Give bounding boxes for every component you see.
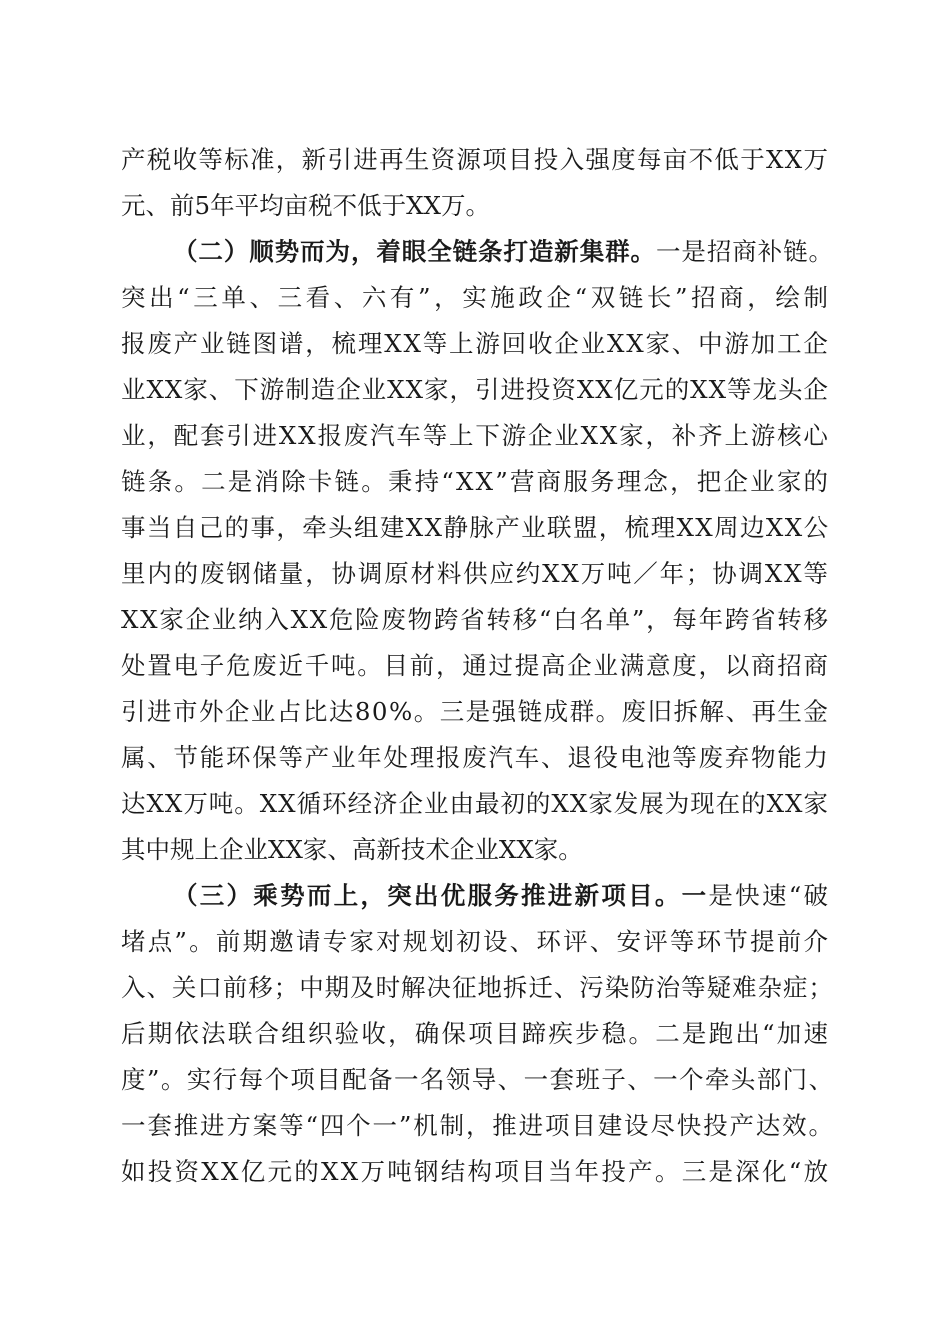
text-line [0,922,950,962]
line-text: XX家企业纳入XX危险废物跨省转移“白名单”，每年跨省转移 [121,605,830,634]
text-line [0,186,950,226]
text-line [0,554,950,594]
text-line [0,646,950,686]
line-text [173,232,834,272]
line-text: 处置电子危废近千吨。目前，通过提高企业满意度，以商招商 [121,651,830,680]
line-text: 产税收等标准，新引进再生资源项目投入强度每亩不低于XX万 [121,145,830,174]
line-text: 属、节能环保等产业年处理报废汽车、退役电池等废弃物能力 [121,743,830,772]
line-text: 如投资XX亿元的XX万吨钢结构项目当年投产。三是深化“放 [121,1157,831,1186]
line-text: 入、关口前移；中期及时解决征地拆迁、污染防治等疑难杂症； [121,973,834,1002]
text-line [0,968,950,1008]
line-text: 链条。二是消除卡链。秉持“XX”营商服务理念，把企业家的 [121,467,831,496]
line-text: 业XX家、下游制造企业XX家，引进投资XX亿元的XX等龙头企 [121,375,829,404]
text-line [0,692,950,732]
line-text: 突出“三单、三看、六有”，实施政企“双链长”招商，绘制 [121,283,832,312]
text-line [0,462,950,502]
text-line [0,416,950,456]
text-line [0,232,950,272]
line-text: 达XX万吨。XX循环经济企业由最初的XX家发展为现在的XX家 [121,789,829,818]
text-line [0,1106,950,1146]
line-text: 业，配套引进XX报废汽车等上下游企业XX家，补齐上游核心 [121,421,830,450]
line-text: 度”。实行每个项目配备一名领导、一套班子、一个牵头部门、 [121,1065,835,1094]
text-line [0,324,950,364]
line-text: 其中规上企业XX家、高新技术企业XX家。 [121,835,583,864]
line-text: 里内的废钢储量，协调原材料供应约XX万吨／年；协调XX等 [121,559,830,588]
line-text: 元、前5年平均亩税不低于XX万。 [121,191,490,220]
line-text [173,876,830,916]
line-text: 报废产业链图谱，梳理XX等上游回收企业XX家、中游加工企 [121,329,830,358]
text-line [0,1060,950,1100]
text-line [0,140,950,180]
section-heading: （二）顺势而为，着眼全链条打造新集群。 [173,237,656,266]
line-text: 后期依法联合组织验收，确保项目蹄疾步稳。二是跑出“加速 [121,1019,831,1048]
text-line [0,508,950,548]
text-line [0,830,950,870]
line-text: 堵点”。前期邀请专家对规划初设、环评、安评等环节提前介 [121,927,831,956]
text-line [0,784,950,824]
text-line [0,370,950,410]
text-line [0,278,950,318]
section-text: 是快速“破 [708,881,831,910]
text-line [0,1152,950,1192]
line-text: 事当自己的事，牵头组建XX静脉产业联盟，梳理XX周边XX公 [121,513,830,542]
section-heading: （三）乘势而上，突出优服务推进新项目。一 [173,881,709,910]
text-line [0,1014,950,1054]
line-text: 一套推进方案等“四个一”机制，推进项目建设尽快投产达效。 [121,1111,835,1140]
line-text: 引进市外企业占比达80%。三是强链成群。废旧拆解、再生金 [121,697,830,726]
text-line [0,600,950,640]
text-line [0,876,950,916]
section-text: 一是招商补链。 [655,237,834,266]
text-line [0,738,950,778]
